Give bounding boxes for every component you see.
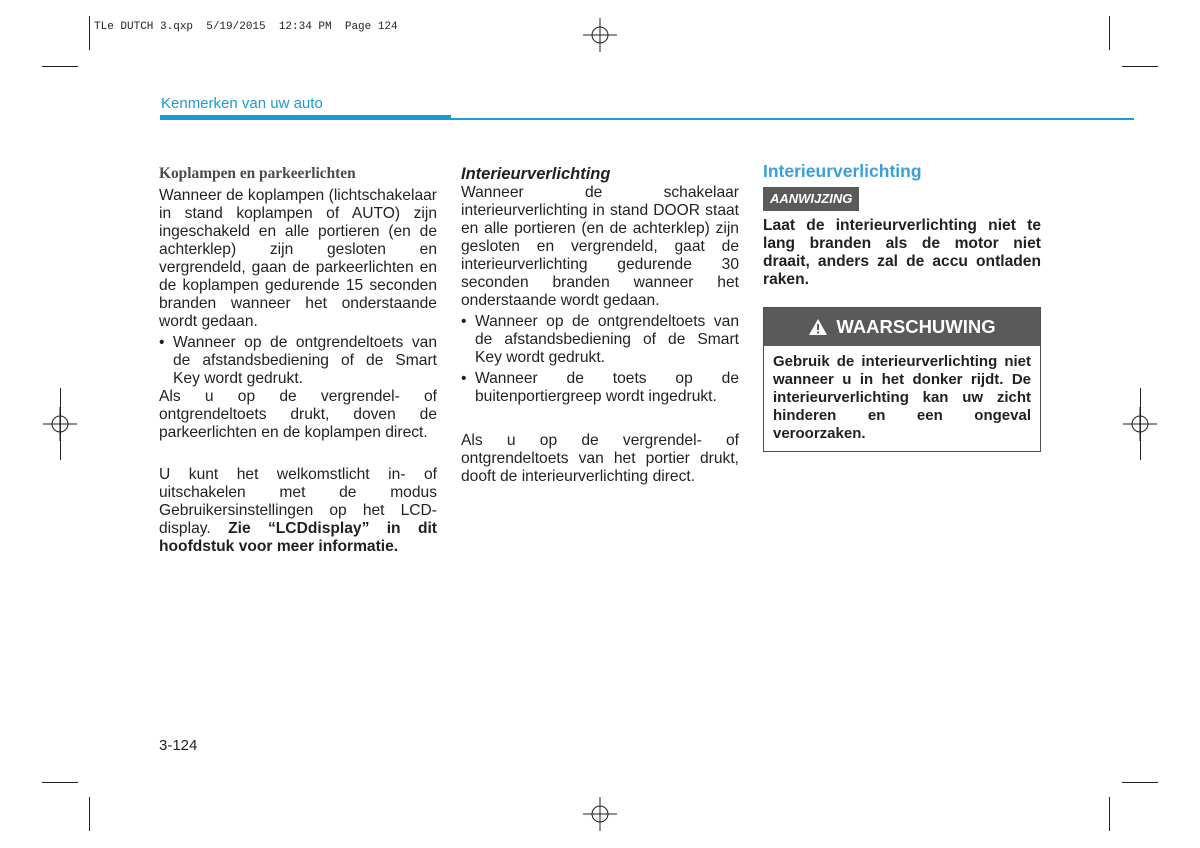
header-rule xyxy=(160,115,451,120)
registration-mark-icon xyxy=(583,797,617,831)
crop-mark xyxy=(89,797,90,831)
print-slug: TLe DUTCH 3.qxp 5/19/2015 12:34 PM Page 124 xyxy=(94,21,398,33)
crop-mark xyxy=(1122,782,1158,783)
heading-interieurverlichting: Interieurverlichting xyxy=(461,165,611,183)
notice-badge: AANWIJZING xyxy=(763,187,859,211)
crop-mark xyxy=(42,66,78,67)
crop-mark xyxy=(60,388,61,460)
bullet-dot: • xyxy=(159,334,165,351)
page-number: 3-124 xyxy=(159,737,198,754)
column-1 xyxy=(159,165,437,556)
paragraph-text: U kunt het welkomstlicht in- of uitschakelen met de modus Gebruikersinstellingen op het LCD-display. xyxy=(159,466,437,537)
bullet-dot: • xyxy=(461,313,467,330)
paragraph: Wanneer de koplampen (lichtschakelaar in stand koplampen of AUTO) zijn ingeschakeld en alle portieren (en de achterklep) zijn gesloten en vergrendeld, gaan de parkeerlichten en de koplampen gedurende 15 seconden branden wanneer het onderstaande wordt gedaan. xyxy=(159,187,437,330)
bullet-dot: • xyxy=(461,370,467,387)
bullet-item xyxy=(159,334,437,388)
header-rule-thin xyxy=(451,118,1134,120)
crop-mark xyxy=(42,782,78,783)
heading-interieurverlichting-blue: Interieurverlichting xyxy=(763,161,922,181)
column-3 xyxy=(763,162,1041,289)
bullet-item xyxy=(461,313,739,367)
bullet-text: Wanneer op de ontgrendeltoets van de afstandsbediening of de Smart Key wordt gedrukt. xyxy=(475,313,739,366)
crop-mark xyxy=(1109,797,1110,831)
heading-koplampen: Koplampen en parkeerlichten xyxy=(159,165,356,182)
warning-box xyxy=(763,307,1041,452)
paragraph-welkomstlicht xyxy=(159,466,437,556)
crop-mark xyxy=(1140,388,1141,460)
bullet-item xyxy=(461,370,739,406)
paragraph: Als u op de vergrendel- of ontgrendeltoets drukt, doven de parkeerlichten en de koplampen direct. xyxy=(159,388,437,441)
notice-text: Laat de interieurverlichting niet te lang branden als de motor niet draait, anders zal de accu ontladen raken. xyxy=(763,217,1041,288)
section-title: Kenmerken van uw auto xyxy=(161,95,323,112)
registration-mark-icon xyxy=(583,18,617,52)
crop-mark xyxy=(1109,16,1110,50)
warning-triangle-icon xyxy=(808,318,828,336)
crop-mark xyxy=(89,16,90,50)
warning-text: Gebruik de interieurverlichting niet wanneer u in het donker rijdt. De interieurverlichting kan uw zicht hinderen en een ongeval veroorzaken. xyxy=(773,353,1031,442)
warning-header xyxy=(764,308,1040,346)
cross-reference: Zie “LCDdisplay” in dit hoofdstuk voor meer informatie. xyxy=(159,520,437,555)
crop-mark xyxy=(1122,66,1158,67)
column-2 xyxy=(461,165,739,486)
paragraph: Wanneer de schakelaar interieurverlichting in stand DOOR staat en alle portieren (en de achterklep) zijn gesloten en vergrendeld, gaat de interieurverlichting gedurende 30 seconden branden wanneer het onderstaande wordt gedaan. xyxy=(461,184,739,309)
warning-title: WAARSCHUWING xyxy=(836,316,996,337)
bullet-text: Wanneer op de ontgrendeltoets van de afstandsbediening of de Smart Key wordt gedrukt. xyxy=(173,334,437,387)
bullet-text: Wanneer de toets op de buitenportiergreep wordt ingedrukt. xyxy=(475,370,739,405)
paragraph: Als u op de vergrendel- of ontgrendeltoets van het portier drukt, dooft de interieurverlichting direct. xyxy=(461,432,739,485)
